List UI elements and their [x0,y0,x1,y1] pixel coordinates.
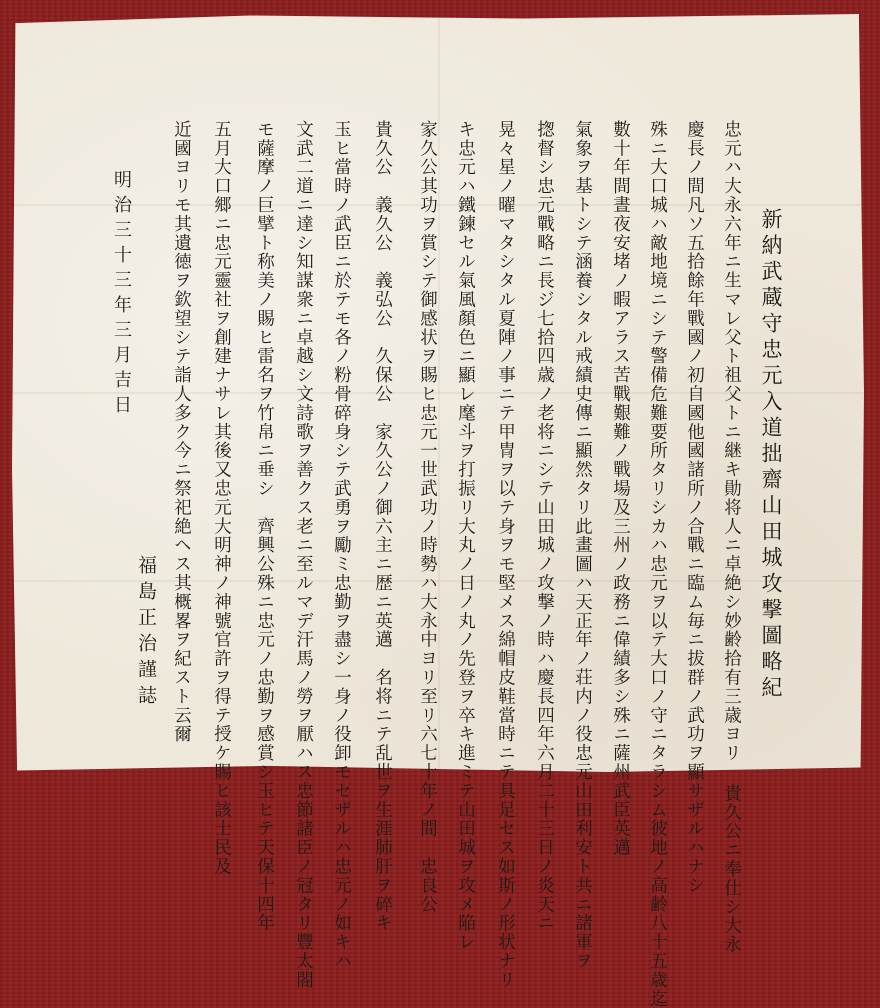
body-column: 慶長ノ間凡ソ五拾餘年戰國ノ初自國他國諸所ノ合戰ニ臨ム毎ニ拔群ノ武功ヲ顯サザルハナシ [684,120,705,895]
body-column: 文武二道ニ達シ知謀衆ニ卓越シ文詩歌ヲ善クス老ニ至ルマデ汗馬ノ勞ヲ厭ハス忠節諸臣ノ冠タリ豐太閤 [293,120,314,990]
body-column: モ薩摩ノ巨擘ト称美ノ賜ヒ雷名ヲ竹帛ニ垂シ 齊興公殊ニ忠元ノ忠勤ヲ感賞シ玉ヒテ天保十四年 [254,120,275,933]
body-column: 玉ヒ當時ノ武臣ニ於テモ各ノ粉骨碎身シテ武勇ヲ勵ミ忠勤ヲ盡シ一身ノ役卸モセザルハ忠元ノ如キハ [331,120,352,971]
body-column: 貴久公 義久公 義弘公 久保公 家久公ノ御六主ニ歴ニ英邁 名将ニテ乱世ヲ生涯肺肝ヲ碎キ [372,120,393,933]
body-column: 五月大口郷ニ忠元靈社ヲ創建ナサレ其後又忠元大明神ノ神號官許ヲ得テ授ケ賜ヒ該士民及 [211,120,232,876]
body-column: 殊ニ大口城ハ敵地境ニシテ警備危難要所タリシカハ忠元ヲ以テ大口ノ守ニタラシム彼地ノ高齢八十五歳迄 [647,120,668,1008]
body-column: 忠元ハ大永六年ニ生マレ父ト祖父トニ継キ勛将人ニ卓絶シ妙齢拾有三歳ヨリ 貴久公ニ奉仕シ大永 [721,120,742,955]
author-signature: 福島正治謹誌 [135,555,157,711]
document-date: 明治三十三年三月吉日 [111,170,132,420]
body-column: 晃々星ノ曜マタシタル夏陣ノ事ニテ甲冑ヲ以テ身ヲモ堅メス綿帽皮鞋當時ニテ具足セス如斯ノ形状ナリ [495,120,516,990]
document-title: 新納武蔵守忠元入道拙齋山田城攻撃圖略紀 [759,208,783,702]
body-column: 家久公其功ヲ賞シテ御感状ヲ賜ヒ忠元一世武功ノ時勢ハ大永中ヨリ至リ六七十年ノ間 忠良公 [417,120,438,914]
body-column: キ忠元ハ鐵鍊セル氣風顏色ニ顯レ麾斗ヲ打振リ大丸ノ日ノ丸ノ先登ヲ卒キ進ミテ山田城ヲ攻メ陥レ [455,120,476,952]
body-column: 近國ヨリモ其遺徳ヲ欽望シテ詣人多ク今ニ祭祀絶ヘス其概畧ヲ紀スト云爾 [171,120,192,744]
body-column: 數十年間晝夜安堵ノ暇アラス苦戰艱難ノ戰場及三州ノ政務ニ偉績多シ殊ニ薩州武臣英邁 [610,120,631,858]
body-column: 揔督シ忠元戰略ニ長ジ七拾四歳ノ老将ニシテ山田城ノ攻撃ノ時ハ慶長四年六月二十三日ノ炎天ニ [534,120,555,933]
paper-fold-line [438,14,440,772]
body-column: 氣象ヲ基トシテ涵養シタル戒績史傳ニ顯然タリ此畫圖ハ天正年ノ荘内ノ役忠元山田利安ト共ニ諸軍ヲ [572,120,593,971]
